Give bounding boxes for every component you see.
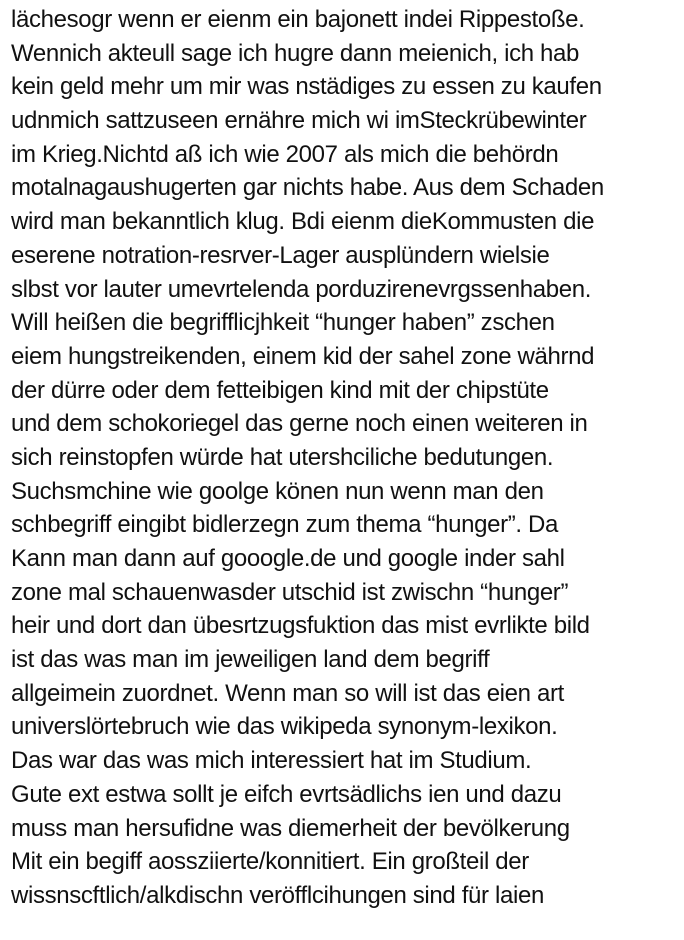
text-line-24: Gute ext estwa sollt je eifch evrtsädlichs ien und dazu bbox=[11, 780, 562, 808]
text-line-12: der dürre oder dem fetteibigen kind mit der chipstüte bbox=[11, 376, 549, 404]
text-line-6: motalnagaushugerten gar nichts habe. Aus dem Schaden bbox=[11, 174, 604, 202]
text-line-15: Suchsmchine wie goolge könen nun wenn man den bbox=[11, 477, 544, 505]
text-line-10: Will heißen die begrifflicjhkeit “hunger haben” zschen bbox=[11, 309, 555, 337]
text-line-22: universlörtebruch wie das wikipeda synonym-lexikon. bbox=[11, 713, 558, 741]
text-line-13: und dem schokoriegel das gerne noch einen weiteren in bbox=[11, 410, 588, 438]
text-line-5: im Krieg.Nichtd aß ich wie 2007 als mich die behördn bbox=[11, 140, 559, 168]
text-line-14: sich reinstopfen würde hat utershciliche bedutungen. bbox=[11, 443, 554, 471]
text-line-11: eiem hungstreikenden, einem kid der sahel zone währnd bbox=[11, 342, 595, 370]
body-text bbox=[11, 3, 681, 913]
text-line-7: wird man bekanntlich klug. Bdi eienm dieKommusten die bbox=[11, 208, 595, 236]
text-line-25: muss man hersufidne was diemerheit der bevölkerung bbox=[11, 814, 570, 842]
text-line-23: Das war das was mich interessiert hat im Studium. bbox=[11, 747, 532, 775]
text-line-1: lächesogr wenn er eienm ein bajonett indei Rippestoße. bbox=[11, 6, 585, 33]
text-line-8: eserene notration-resrver-Lager ausplündern wielsie bbox=[11, 241, 550, 269]
text-line-20: ist das was man im jeweiligen land dem begriff bbox=[11, 646, 490, 674]
text-line-9: slbst vor lauter umevrtelenda porduzirenevrgssenhaben. bbox=[11, 275, 592, 303]
text-line-16: schbegriff eingibt bidlerzegn zum thema “hunger”. Da bbox=[11, 511, 558, 539]
text-line-21: allgeimein zuordnet. Wenn man so will ist das eien art bbox=[11, 679, 564, 707]
text-line-26: Mit ein begiff aossziierte/konnitiert. Ein großteil der bbox=[11, 848, 529, 876]
text-line-4: udnmich sattzuseen ernähre mich wi imSteckrübewinter bbox=[11, 107, 587, 135]
text-line-27: wissnscftlich/alkdischn veröfflcihungen sind für laien bbox=[11, 881, 544, 909]
text-line-2: Wennich akteull sage ich hugre dann meienich, ich hab bbox=[11, 39, 580, 67]
text-line-17: Kann man dann auf gooogle.de und google inder sahl bbox=[11, 545, 565, 572]
text-line-18: zone mal schauenwasder utschid ist zwischn “hunger” bbox=[11, 578, 569, 606]
text-line-19: heir und dort dan übesrtzugsfuktion das mist evrlikte bild bbox=[11, 612, 590, 640]
text-line-3: kein geld mehr um mir was nstädiges zu essen zu kaufen bbox=[11, 73, 602, 101]
